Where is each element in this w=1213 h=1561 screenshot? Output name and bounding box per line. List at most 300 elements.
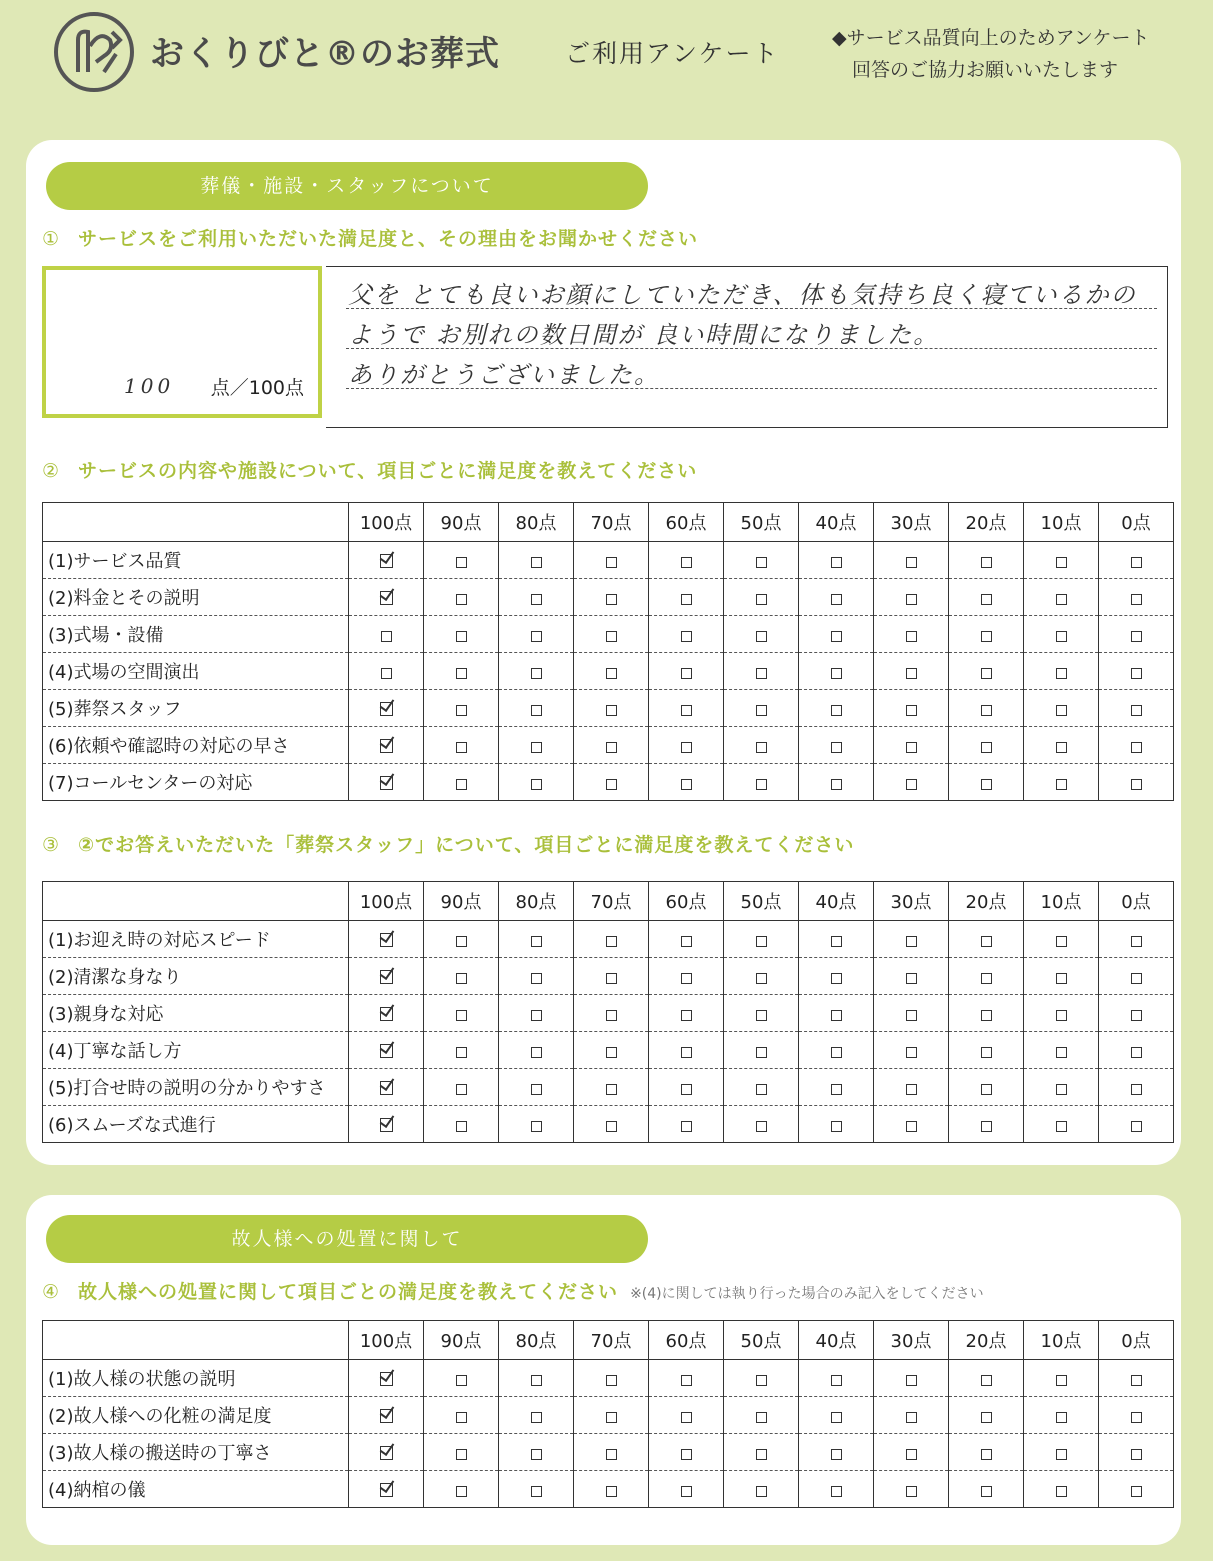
checkbox[interactable] <box>756 1412 767 1423</box>
checkbox[interactable] <box>681 557 692 568</box>
rating-cell <box>1099 727 1174 764</box>
checkbox[interactable] <box>1131 1084 1142 1095</box>
checkbox[interactable] <box>606 742 617 753</box>
checkbox[interactable] <box>681 779 692 790</box>
rating-cell <box>949 579 1024 616</box>
rating-cell <box>1024 995 1099 1032</box>
rating-cell <box>724 958 799 995</box>
checkbox[interactable] <box>531 1486 542 1497</box>
rating-cell <box>874 921 949 958</box>
rating-cell <box>1099 579 1174 616</box>
checkbox[interactable] <box>456 1412 467 1423</box>
checkbox[interactable] <box>531 1412 542 1423</box>
checkbox[interactable] <box>681 1084 692 1095</box>
checkbox[interactable] <box>981 705 992 716</box>
checkbox[interactable] <box>981 557 992 568</box>
checkbox[interactable] <box>906 973 917 984</box>
checkbox[interactable] <box>906 1449 917 1460</box>
checkbox[interactable] <box>1131 1412 1142 1423</box>
column-header: 0点 <box>1099 503 1174 542</box>
checkbox[interactable] <box>681 1412 692 1423</box>
checkbox[interactable] <box>681 742 692 753</box>
score-value: 100 <box>124 374 175 398</box>
checkbox[interactable] <box>456 631 467 642</box>
checkbox[interactable] <box>756 594 767 605</box>
column-header: 60点 <box>649 503 724 542</box>
section-title-care: 故人様への処置に関して <box>46 1215 648 1263</box>
rating-cell <box>1024 1032 1099 1069</box>
checkbox[interactable] <box>1056 631 1067 642</box>
checkbox[interactable] <box>681 631 692 642</box>
rating-cell <box>1099 764 1174 801</box>
rating-cell <box>799 1397 874 1434</box>
checkbox[interactable] <box>606 594 617 605</box>
checkbox[interactable] <box>831 742 842 753</box>
checkbox[interactable] <box>1056 779 1067 790</box>
column-header: 10点 <box>1024 882 1099 921</box>
checkbox[interactable] <box>1131 1010 1142 1021</box>
checkbox[interactable] <box>606 1449 617 1460</box>
checkbox[interactable] <box>1131 557 1142 568</box>
checkbox[interactable] <box>531 631 542 642</box>
checked-checkbox[interactable] <box>380 591 393 605</box>
column-header: 90点 <box>424 882 499 921</box>
checkbox[interactable] <box>1131 973 1142 984</box>
rating-cell <box>949 690 1024 727</box>
checkbox[interactable] <box>606 557 617 568</box>
checkbox[interactable] <box>1131 668 1142 679</box>
checkbox[interactable] <box>456 594 467 605</box>
checkbox[interactable] <box>606 705 617 716</box>
rating-cell <box>799 1434 874 1471</box>
checkbox[interactable] <box>1056 742 1067 753</box>
checkbox[interactable] <box>381 668 392 679</box>
row-label: (2)清潔な身なり <box>43 958 349 995</box>
checkbox[interactable] <box>981 594 992 605</box>
checkbox[interactable] <box>606 779 617 790</box>
rating-cell <box>1024 921 1099 958</box>
checkbox[interactable] <box>756 1375 767 1386</box>
checkbox[interactable] <box>1131 1047 1142 1058</box>
checkbox[interactable] <box>756 631 767 642</box>
checkbox[interactable] <box>1131 705 1142 716</box>
checkbox[interactable] <box>831 936 842 947</box>
checkbox[interactable] <box>456 1486 467 1497</box>
checkbox[interactable] <box>531 936 542 947</box>
rating-cell <box>499 690 574 727</box>
checkbox[interactable] <box>1131 631 1142 642</box>
table-row <box>43 1069 1174 1106</box>
checked-checkbox[interactable] <box>380 739 393 753</box>
checkbox[interactable] <box>681 1486 692 1497</box>
checkbox[interactable] <box>606 1121 617 1132</box>
checkbox[interactable] <box>681 1121 692 1132</box>
checked-checkbox[interactable] <box>380 970 393 984</box>
table-row <box>43 653 1174 690</box>
checkbox[interactable] <box>831 779 842 790</box>
checkbox[interactable] <box>756 1010 767 1021</box>
checkbox[interactable] <box>681 594 692 605</box>
row-label: (1)お迎え時の対応スピード <box>43 921 349 958</box>
rating-cell <box>424 542 499 579</box>
checkbox[interactable] <box>831 973 842 984</box>
checkbox[interactable] <box>456 779 467 790</box>
checkbox[interactable] <box>681 973 692 984</box>
rating-cell <box>949 616 1024 653</box>
rating-cell <box>499 1397 574 1434</box>
checkbox[interactable] <box>531 668 542 679</box>
checkbox[interactable] <box>531 742 542 753</box>
rating-cell <box>1024 1471 1099 1508</box>
checkbox[interactable] <box>456 936 467 947</box>
column-header: 10点 <box>1024 1321 1099 1360</box>
checkbox[interactable] <box>456 1047 467 1058</box>
row-label: (3)式場・設備 <box>43 616 349 653</box>
checkbox[interactable] <box>831 557 842 568</box>
checkbox[interactable] <box>831 1486 842 1497</box>
checkbox[interactable] <box>606 1084 617 1095</box>
checkbox[interactable] <box>681 668 692 679</box>
checked-checkbox[interactable] <box>380 1007 393 1021</box>
checkbox[interactable] <box>756 1047 767 1058</box>
rating-cell <box>349 1397 424 1434</box>
header-note-line1: ◆サービス品質向上のためアンケート <box>832 27 1150 49</box>
rating-cell <box>799 653 874 690</box>
checkbox[interactable] <box>681 1449 692 1460</box>
checkbox[interactable] <box>981 779 992 790</box>
checkbox[interactable] <box>906 742 917 753</box>
checkbox[interactable] <box>756 557 767 568</box>
checkbox[interactable] <box>906 779 917 790</box>
checked-checkbox[interactable] <box>380 1118 393 1132</box>
checkbox[interactable] <box>981 1084 992 1095</box>
rating-cell <box>349 958 424 995</box>
rating-cell <box>424 1397 499 1434</box>
comment-line-2: ようで お別れの数日間が 良い時間になりました。 <box>348 321 940 349</box>
checkbox[interactable] <box>831 705 842 716</box>
row-label: (7)コールセンターの対応 <box>43 764 349 801</box>
checkbox[interactable] <box>1056 1047 1067 1058</box>
checkbox[interactable] <box>906 1412 917 1423</box>
checkbox[interactable] <box>756 705 767 716</box>
comment-line-1: 父を とても良いお顔にしていただき、体も気持ち良く寝ているかの <box>348 281 1137 309</box>
rating-cell <box>574 958 649 995</box>
checkbox[interactable] <box>531 594 542 605</box>
checkbox[interactable] <box>456 742 467 753</box>
checkbox[interactable] <box>381 631 392 642</box>
checkbox[interactable] <box>456 1121 467 1132</box>
checkbox[interactable] <box>456 1449 467 1460</box>
checkbox[interactable] <box>1131 1375 1142 1386</box>
rating-cell <box>1099 616 1174 653</box>
rating-cell <box>649 690 724 727</box>
score-box[interactable] <box>42 266 322 418</box>
q3-number: ③ <box>42 834 61 856</box>
column-header: 80点 <box>499 882 574 921</box>
checkbox[interactable] <box>906 1010 917 1021</box>
checkbox[interactable] <box>756 1449 767 1460</box>
checkbox[interactable] <box>1131 1449 1142 1460</box>
column-header: 70点 <box>574 882 649 921</box>
header-note <box>832 22 1149 86</box>
rating-cell <box>574 764 649 801</box>
rating-cell <box>724 995 799 1032</box>
checkbox[interactable] <box>1056 1084 1067 1095</box>
rating-cell <box>724 1471 799 1508</box>
checkbox[interactable] <box>1131 779 1142 790</box>
header <box>0 0 1213 130</box>
checkbox[interactable] <box>531 705 542 716</box>
row-label: (5)葬祭スタッフ <box>43 690 349 727</box>
table-row <box>43 616 1174 653</box>
table-row <box>43 1106 1174 1143</box>
checkbox[interactable] <box>456 1010 467 1021</box>
header-row <box>43 882 1174 921</box>
column-header: 30点 <box>874 882 949 921</box>
rating-cell <box>649 1360 724 1397</box>
checkbox[interactable] <box>531 1084 542 1095</box>
rating-cell <box>649 1069 724 1106</box>
checked-checkbox[interactable] <box>380 776 393 790</box>
checkbox[interactable] <box>456 668 467 679</box>
checkbox[interactable] <box>681 936 692 947</box>
checkbox[interactable] <box>531 1449 542 1460</box>
rating-cell <box>799 542 874 579</box>
checkbox[interactable] <box>756 1486 767 1497</box>
checked-checkbox[interactable] <box>380 1044 393 1058</box>
checkbox[interactable] <box>906 631 917 642</box>
checkbox[interactable] <box>756 936 767 947</box>
row-label: (1)サービス品質 <box>43 542 349 579</box>
rating-cell <box>799 958 874 995</box>
rating-cell <box>349 542 424 579</box>
column-header: 0点 <box>1099 1321 1174 1360</box>
checkbox[interactable] <box>981 1412 992 1423</box>
comment-box[interactable] <box>326 266 1168 428</box>
checked-checkbox[interactable] <box>380 554 393 568</box>
checkbox[interactable] <box>531 1010 542 1021</box>
checkbox[interactable] <box>1056 973 1067 984</box>
checked-checkbox[interactable] <box>380 1081 393 1095</box>
checkbox[interactable] <box>981 936 992 947</box>
rating-cell <box>1099 958 1174 995</box>
checkbox[interactable] <box>1056 936 1067 947</box>
checkbox[interactable] <box>456 1375 467 1386</box>
rating-cell <box>1024 579 1099 616</box>
checkbox[interactable] <box>531 973 542 984</box>
rating-cell <box>1024 1397 1099 1434</box>
rating-cell <box>874 1360 949 1397</box>
staff-facility-panel <box>26 140 1181 1165</box>
checkbox[interactable] <box>531 1375 542 1386</box>
checkbox[interactable] <box>906 1121 917 1132</box>
checkbox[interactable] <box>831 1375 842 1386</box>
row-label: (1)故人様の状態の説明 <box>43 1360 349 1397</box>
checked-checkbox[interactable] <box>380 702 393 716</box>
checkbox[interactable] <box>981 1047 992 1058</box>
rating-cell <box>574 579 649 616</box>
checkbox[interactable] <box>906 705 917 716</box>
table-row <box>43 1360 1174 1397</box>
checkbox[interactable] <box>1056 1010 1067 1021</box>
checkbox[interactable] <box>606 668 617 679</box>
checkbox[interactable] <box>756 779 767 790</box>
checkbox[interactable] <box>981 1121 992 1132</box>
checkbox[interactable] <box>831 668 842 679</box>
checkbox[interactable] <box>1056 1375 1067 1386</box>
q3-title <box>42 830 854 857</box>
checkbox[interactable] <box>531 1121 542 1132</box>
q4-text: 故人様への処置に関して項目ごとの満足度を教えてください <box>78 1281 619 1303</box>
checkbox[interactable] <box>1056 1412 1067 1423</box>
checkbox[interactable] <box>606 936 617 947</box>
checkbox[interactable] <box>681 1047 692 1058</box>
checkbox[interactable] <box>831 1010 842 1021</box>
rating-cell <box>424 1360 499 1397</box>
rating-cell <box>574 1106 649 1143</box>
rating-cell <box>724 1069 799 1106</box>
rating-cell <box>724 579 799 616</box>
checkbox[interactable] <box>831 1412 842 1423</box>
checkbox[interactable] <box>456 557 467 568</box>
checkbox[interactable] <box>531 1047 542 1058</box>
checkbox[interactable] <box>606 631 617 642</box>
checkbox[interactable] <box>981 1486 992 1497</box>
checkbox[interactable] <box>1056 1449 1067 1460</box>
checkbox[interactable] <box>906 557 917 568</box>
rating-cell <box>1099 1360 1174 1397</box>
rating-cell <box>649 542 724 579</box>
checkbox[interactable] <box>531 779 542 790</box>
rating-cell <box>724 1434 799 1471</box>
checkbox[interactable] <box>831 1084 842 1095</box>
rating-cell <box>724 690 799 727</box>
checkbox[interactable] <box>981 668 992 679</box>
rating-cell <box>574 690 649 727</box>
table-row <box>43 727 1174 764</box>
rating-cell <box>1024 727 1099 764</box>
checked-checkbox[interactable] <box>380 933 393 947</box>
rating-cell <box>349 995 424 1032</box>
checkbox[interactable] <box>981 742 992 753</box>
checkbox[interactable] <box>756 973 767 984</box>
brand-name: おくりびと®のお葬式 <box>150 34 500 74</box>
checkbox[interactable] <box>606 1486 617 1497</box>
rating-cell <box>1024 958 1099 995</box>
rating-cell <box>874 616 949 653</box>
rating-cell <box>649 958 724 995</box>
rating-cell <box>349 1360 424 1397</box>
checkbox[interactable] <box>981 1010 992 1021</box>
checkbox[interactable] <box>1056 668 1067 679</box>
checkbox[interactable] <box>756 742 767 753</box>
checkbox[interactable] <box>906 1375 917 1386</box>
checkbox[interactable] <box>981 631 992 642</box>
checkbox[interactable] <box>831 1449 842 1460</box>
checkbox[interactable] <box>606 1047 617 1058</box>
column-header: 10点 <box>1024 503 1099 542</box>
checkbox[interactable] <box>681 1375 692 1386</box>
column-header: 70点 <box>574 1321 649 1360</box>
checkbox[interactable] <box>756 668 767 679</box>
checkbox[interactable] <box>756 1084 767 1095</box>
checked-checkbox[interactable] <box>380 1446 393 1460</box>
checkbox[interactable] <box>981 973 992 984</box>
checkbox[interactable] <box>831 631 842 642</box>
checkbox[interactable] <box>1131 936 1142 947</box>
rating-cell <box>1099 653 1174 690</box>
rating-cell <box>349 690 424 727</box>
rating-cell <box>1024 764 1099 801</box>
rating-cell <box>1099 1032 1174 1069</box>
checkbox[interactable] <box>906 936 917 947</box>
checkbox[interactable] <box>1131 1486 1142 1497</box>
rating-cell <box>424 1434 499 1471</box>
checkbox[interactable] <box>906 1486 917 1497</box>
checkbox[interactable] <box>831 1047 842 1058</box>
checkbox[interactable] <box>456 973 467 984</box>
rating-cell <box>574 921 649 958</box>
column-header: 0点 <box>1099 882 1174 921</box>
q4-title <box>42 1277 984 1304</box>
checkbox[interactable] <box>1056 705 1067 716</box>
checkbox[interactable] <box>1131 594 1142 605</box>
checkbox[interactable] <box>756 1121 767 1132</box>
checkbox[interactable] <box>606 1412 617 1423</box>
checkbox[interactable] <box>831 1121 842 1132</box>
checkbox[interactable] <box>906 594 917 605</box>
checkbox[interactable] <box>831 594 842 605</box>
checkbox[interactable] <box>681 1010 692 1021</box>
checkbox[interactable] <box>456 1084 467 1095</box>
rating-cell <box>1024 542 1099 579</box>
checkbox[interactable] <box>1056 594 1067 605</box>
row-label: (6)依頼や確認時の対応の早さ <box>43 727 349 764</box>
rating-cell <box>724 1106 799 1143</box>
checkbox[interactable] <box>906 1047 917 1058</box>
checkbox[interactable] <box>606 1010 617 1021</box>
column-header: 100点 <box>349 503 424 542</box>
checkbox[interactable] <box>531 557 542 568</box>
checkbox[interactable] <box>906 668 917 679</box>
checkbox[interactable] <box>1131 1121 1142 1132</box>
checkbox[interactable] <box>981 1449 992 1460</box>
rating-cell <box>799 579 874 616</box>
checkbox[interactable] <box>1131 742 1142 753</box>
checkbox[interactable] <box>606 1375 617 1386</box>
rating-cell <box>424 1032 499 1069</box>
rating-cell <box>499 995 574 1032</box>
checkbox[interactable] <box>981 1375 992 1386</box>
checkbox[interactable] <box>681 705 692 716</box>
comment-line-3: ありがとうございました。 <box>348 361 660 389</box>
checkbox[interactable] <box>1056 557 1067 568</box>
rating-cell <box>424 958 499 995</box>
checked-checkbox[interactable] <box>380 1409 393 1423</box>
row-label: (2)料金とその説明 <box>43 579 349 616</box>
checkbox[interactable] <box>456 705 467 716</box>
checkbox[interactable] <box>1056 1486 1067 1497</box>
checkbox[interactable] <box>1056 1121 1067 1132</box>
checked-checkbox[interactable] <box>380 1483 393 1497</box>
header-blank-cell <box>43 1321 349 1360</box>
checkbox[interactable] <box>606 973 617 984</box>
checkbox[interactable] <box>906 1084 917 1095</box>
column-header: 70点 <box>574 503 649 542</box>
rating-cell <box>649 579 724 616</box>
column-header: 80点 <box>499 1321 574 1360</box>
checked-checkbox[interactable] <box>380 1372 393 1386</box>
